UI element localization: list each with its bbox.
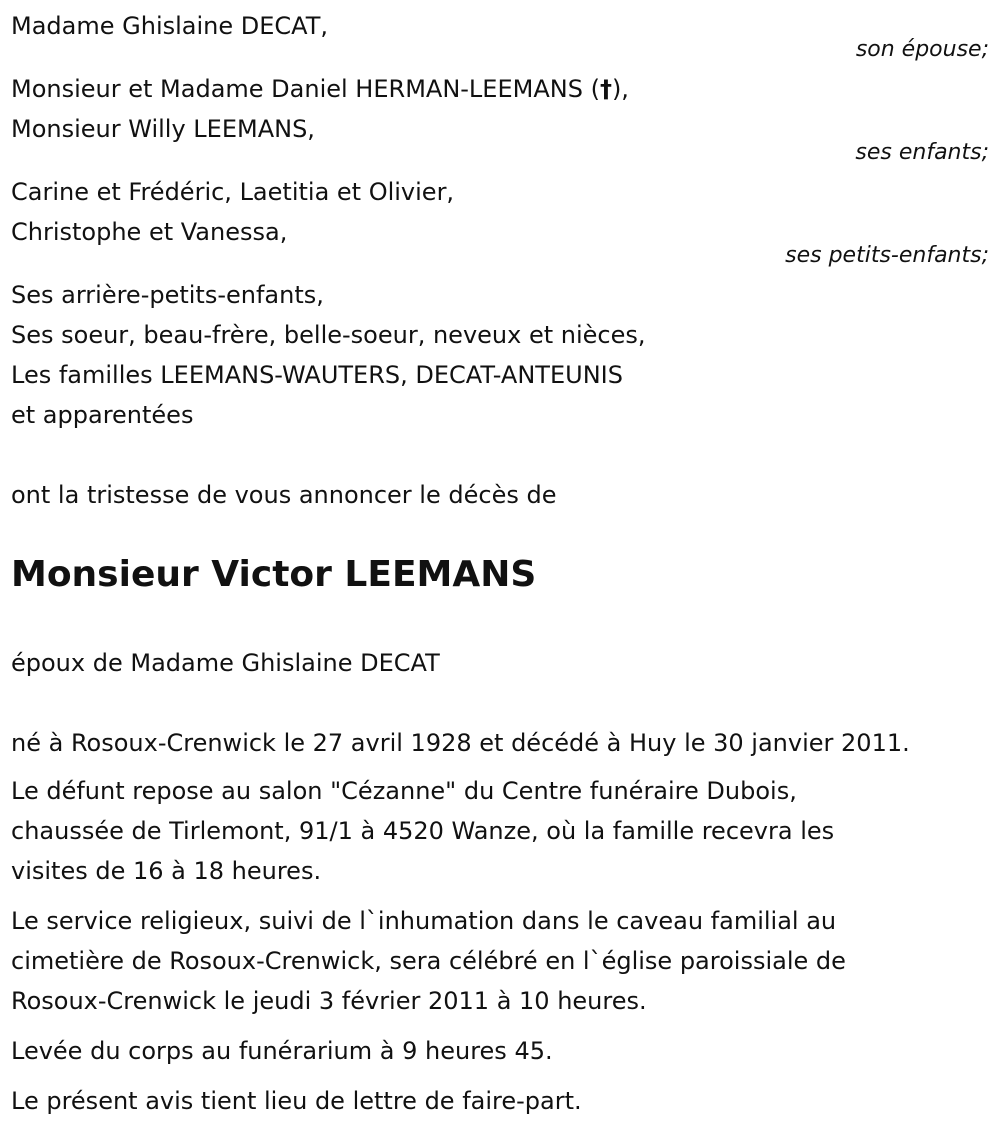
children-line-2: Monsieur Willy LEEMANS, [11, 115, 315, 143]
service-line-1: Le service religieux, suivi de l`inhumation dans le caveau familial au [11, 907, 837, 935]
levee-line: Levée du corps au funérarium à 9 heures 45. [11, 1037, 553, 1065]
others-line-4: et apparentées [11, 401, 194, 429]
others-line-2: Ses soeur, beau-frère, belle-soeur, neveux et nièces, [11, 321, 646, 349]
deceased-name: Monsieur Victor LEEMANS [11, 554, 537, 595]
children-line-1 [11, 75, 629, 103]
rest-line-2: chaussée de Tirlemont, 91/1 à 4520 Wanze, où la famille recevra les [11, 817, 835, 845]
birth-death-line: né à Rosoux-Crenwick le 27 avril 1928 et décédé à Huy le 30 janvier 2011. [11, 729, 910, 757]
rest-line-1: Le défunt repose au salon "Cézanne" du Centre funéraire Dubois, [11, 777, 797, 805]
faire-part-line: Le présent avis tient lieu de lettre de faire-part. [11, 1087, 582, 1115]
deceased-cross-icon: † [599, 75, 612, 103]
children-role: ses enfants; [855, 140, 989, 165]
children-name-text: Monsieur et Madame Daniel HERMAN-LEEMANS ( [11, 75, 600, 103]
spouse-line: Madame Ghislaine DECAT, [11, 12, 329, 40]
service-line-2: cimetière de Rosoux-Crenwick, sera célébré en l`église paroissiale de [11, 947, 846, 975]
rest-line-3: visites de 16 à 18 heures. [11, 857, 322, 885]
others-line-3: Les familles LEEMANS-WAUTERS, DECAT-ANTEUNIS [11, 361, 623, 389]
spouse-role: son épouse; [855, 37, 989, 62]
spouse-of-text: époux de Madame Ghislaine DECAT [11, 649, 440, 677]
grandchildren-line-1: Carine et Frédéric, Laetitia et Olivier, [11, 178, 455, 206]
service-line-3: Rosoux-Crenwick le jeudi 3 février 2011 à 10 heures. [11, 987, 647, 1015]
others-line-1: Ses arrière-petits-enfants, [11, 281, 324, 309]
grandchildren-line-2: Christophe et Vanessa, [11, 218, 288, 246]
children-name-suffix: ), [611, 75, 629, 103]
announcement-text: ont la tristesse de vous annoncer le décès de [11, 481, 557, 509]
grandchildren-role: ses petits-enfants; [785, 243, 989, 268]
